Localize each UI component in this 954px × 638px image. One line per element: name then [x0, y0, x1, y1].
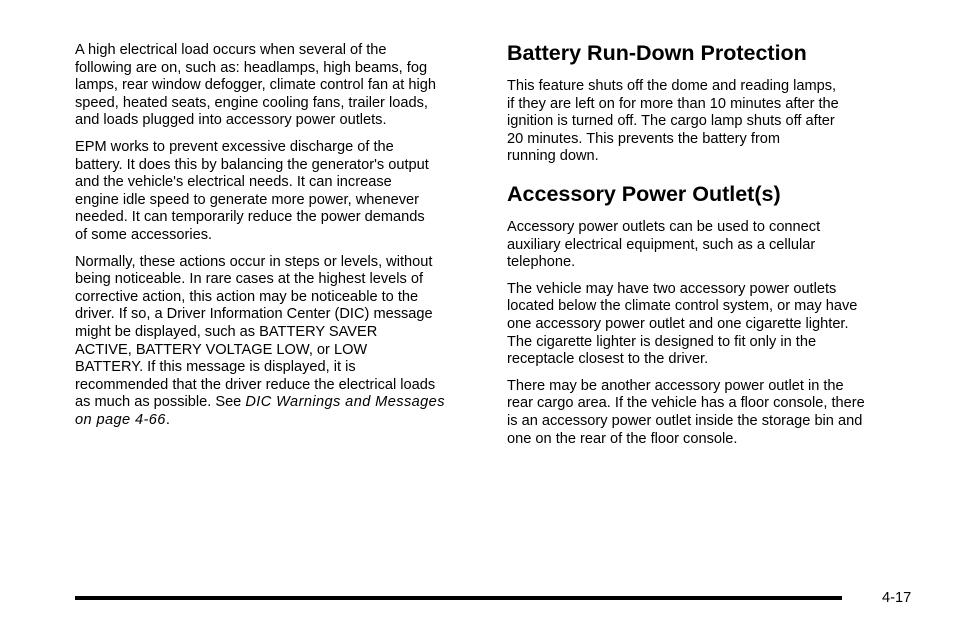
- right-column: [507, 42, 899, 457]
- paragraph-outlet-locations: The vehicle may have two accessory power outlets located below the climate control system, or may have one accessory power outlet and one cigarette lighter. The cigarette lighter is designed to fit only in the receptacle closest to the driver.: [507, 280, 858, 368]
- dic-warnings-reference-link[interactable]: DIC Warnings and Messages on page 4-66: [75, 394, 445, 428]
- paragraph-outlet-cargo: There may be another accessory power outlet in the rear cargo area. If the vehicle has a floor console, there is an accessory power outlet inside the storage bin and one on the rear of the floor console.: [507, 377, 865, 447]
- paragraph-epm: EPM works to prevent excessive discharge of the battery. It does this by balancing the generator's output and the vehicle's electrical needs. It can increase engine idle speed to generate more power, whenever needed. It can temporarily reduce the power demands of some accessories.: [75, 138, 429, 243]
- paragraph-normally: [75, 254, 477, 430]
- left-column: [75, 42, 477, 438]
- paragraph-end-period: .: [165, 411, 170, 428]
- paragraph-high-electrical-load: A high electrical load occurs when several of the following are on, such as: headlamps, high beams, fog lamps, rear window defogger, climate control fan at high speed, heated seats, engine cooling fans, trailer loads, and loads plugged into accessory power outlets.: [75, 42, 436, 129]
- footer-rule: [75, 596, 842, 600]
- paragraph-outlet-connect: Accessory power outlets can be used to connect auxiliary electrical equipment, such as a cellular telephone.: [507, 218, 821, 271]
- paragraph-battery-protection: This feature shuts off the dome and reading lamps, if they are left on for more than 10 minutes after the ignition is turned off. The cargo lamp shuts off after 20 minutes. This prevents the battery from running down.: [507, 78, 839, 165]
- heading-accessory-power-outlets: Accessory Power Outlet(s): [507, 181, 781, 206]
- heading-battery-run-down-protection: Battery Run-Down Protection: [507, 41, 807, 65]
- page-number: 4-17: [882, 590, 912, 606]
- paragraph-normally-text: Normally, these actions occur in steps or levels, without being noticeable. In rare cases at the highest levels of corrective action, this action may be noticeable to the driver. If so, a Driver Information Center (DIC) message might be displayed, such as BATTERY SAVER ACTIVE, BATTERY VOLTAGE LOW, or LOW BATTERY. If this message is displayed, it is recommended that the driver reduce the electrical loads as much as possible. See: [75, 253, 436, 411]
